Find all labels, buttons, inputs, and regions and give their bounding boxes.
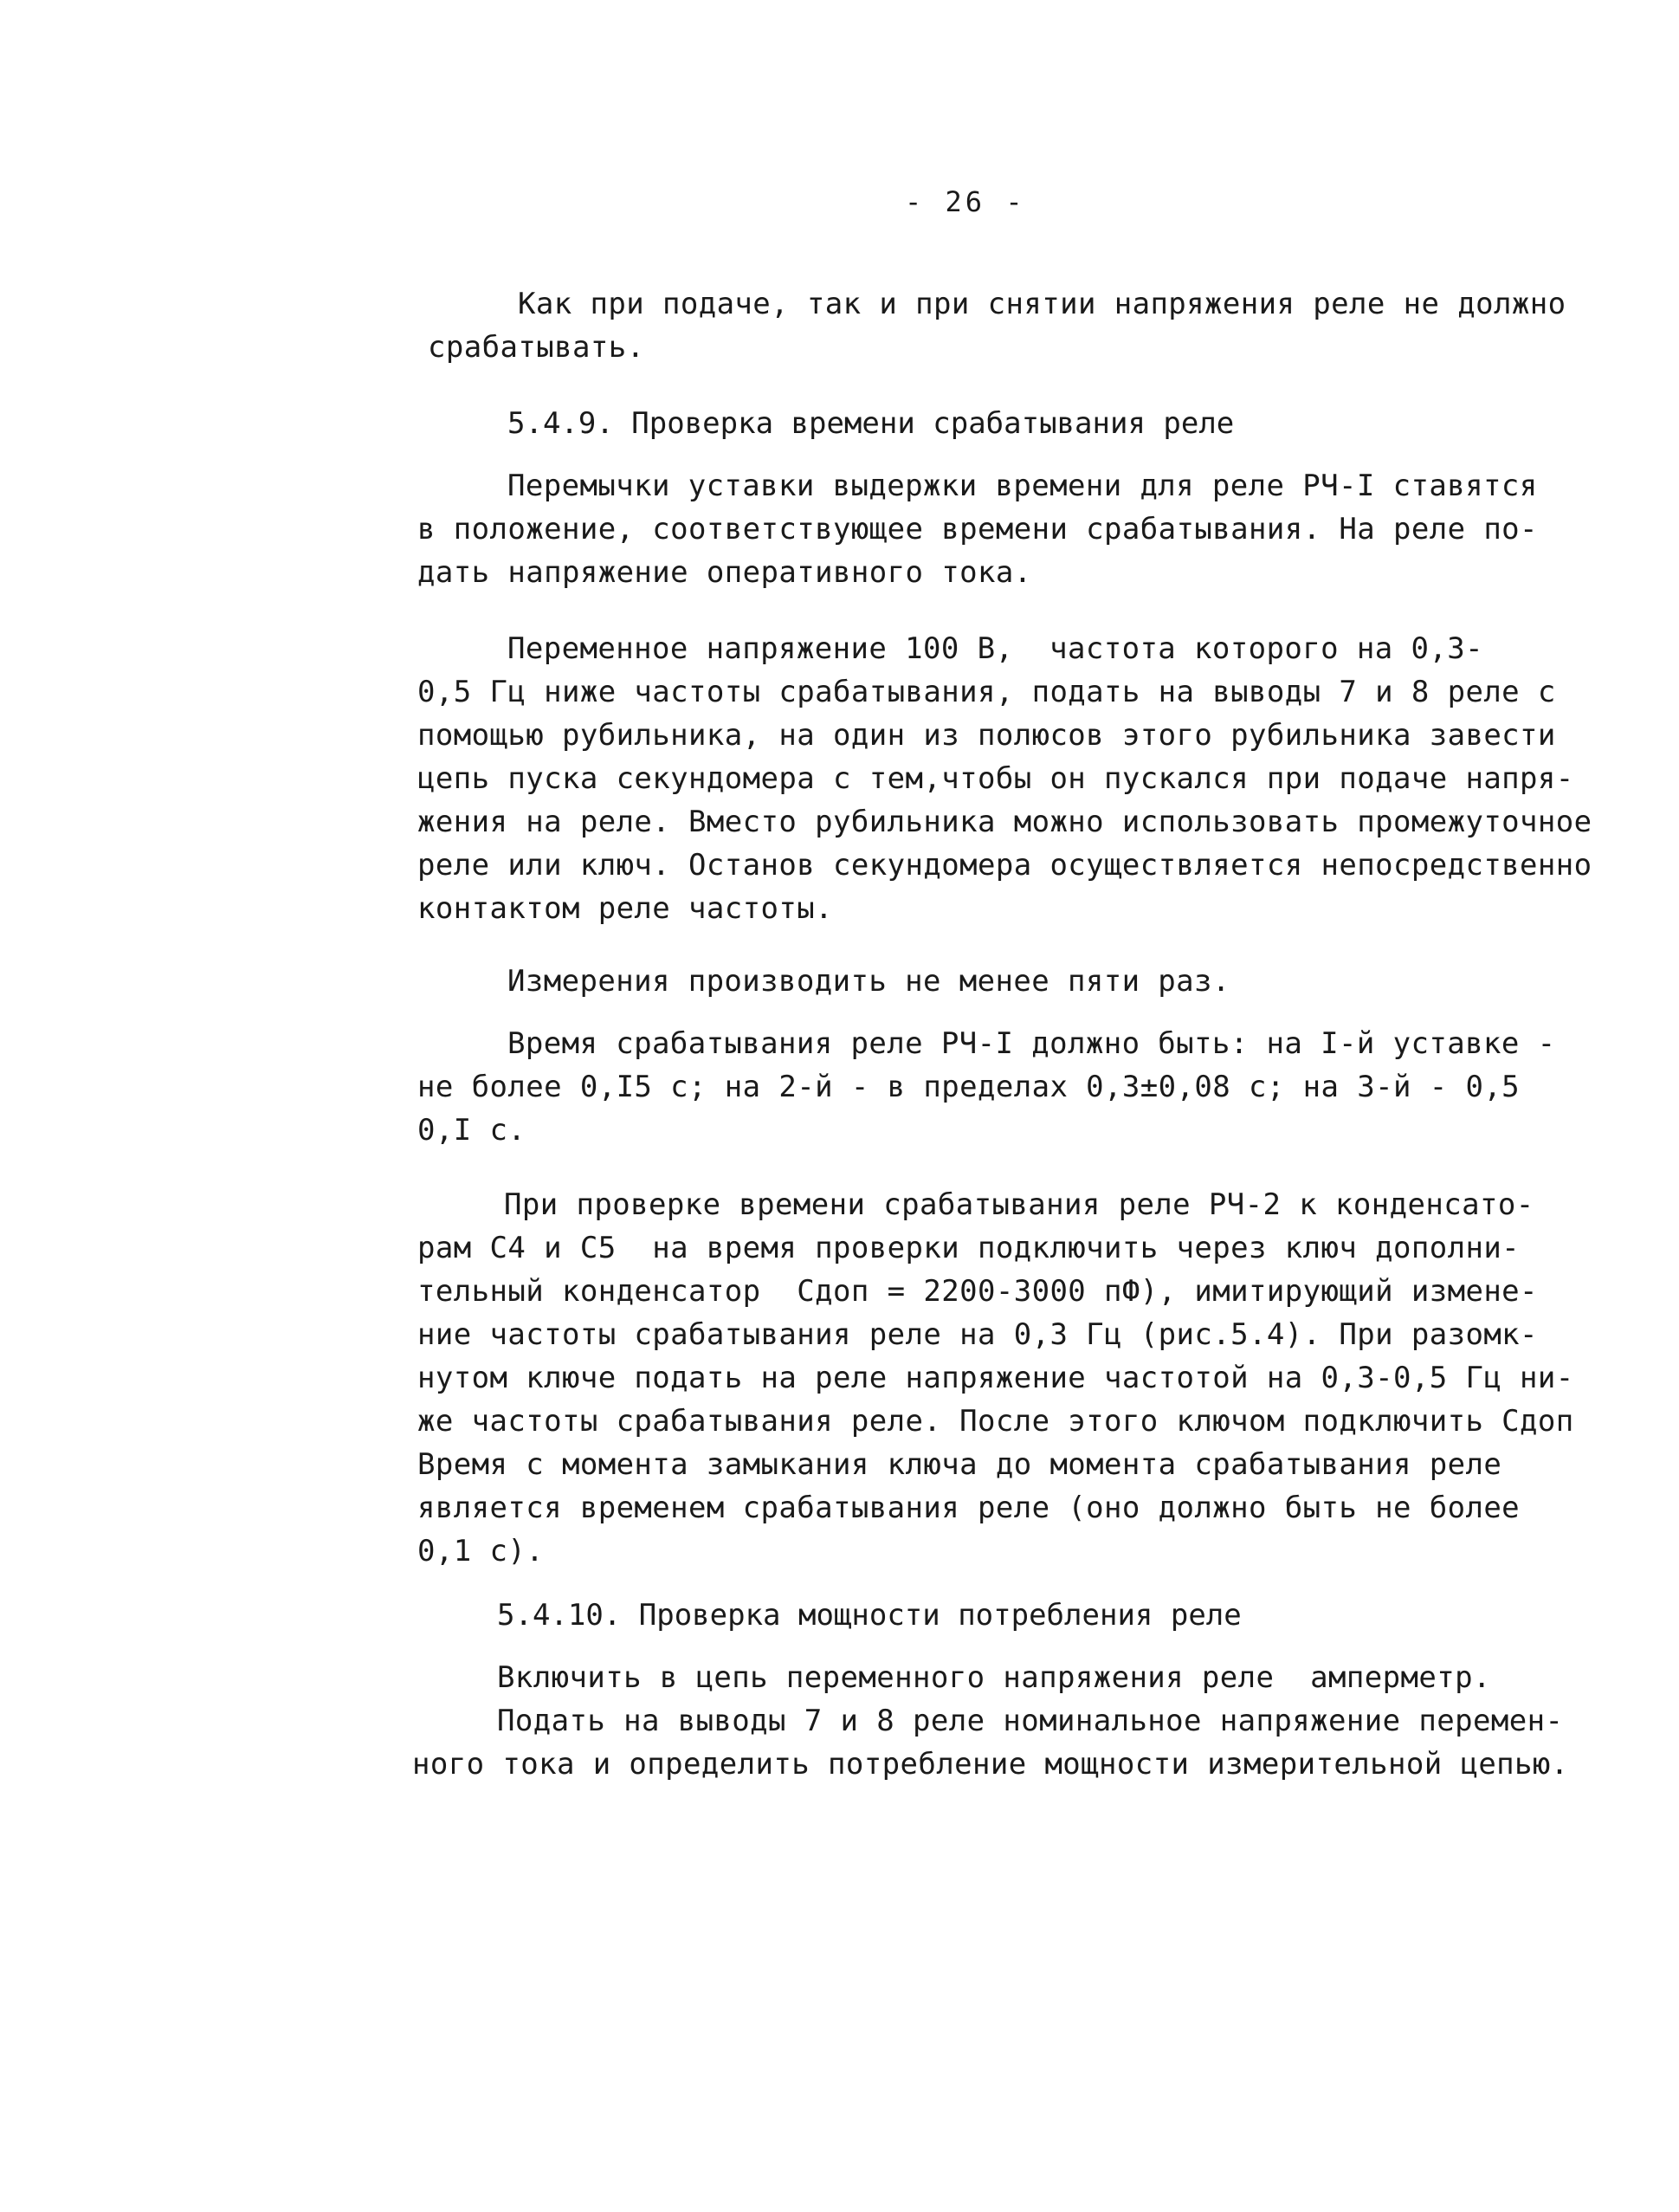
paragraph-line: Переменное напряжение 100 В, частота которого на 0,3- [507, 631, 1483, 666]
paragraph-line: тельный конденсатор Сдоп = 2200-3000 пФ), имитирующий измене- [417, 1274, 1538, 1309]
paragraph-line: является временем срабатывания реле (оно должно быть не более [417, 1491, 1521, 1525]
paragraph-line: срабатывать. [428, 330, 645, 365]
paragraph-line: дать напряжение оперативного тока. [417, 555, 1032, 590]
paragraph-line: нутом ключе подать на реле напряжение частотой на 0,3-0,5 Гц ни- [417, 1361, 1574, 1395]
paragraph-line: ного тока и определить потребление мощности измерительной цепью. [412, 1747, 1569, 1782]
paragraph-line: 0,I с. [417, 1113, 526, 1148]
paragraph-line: реле или ключ. Останов секундомера осуществляется непосредственно [417, 848, 1592, 883]
paragraph-line: цепь пуска секундомера с тем,чтобы он пускался при подаче напря- [417, 761, 1574, 796]
section-heading: 5.4.10. Проверка мощности потребления реле [497, 1598, 1242, 1633]
section-heading: 5.4.9. Проверка времени срабатывания реле [507, 406, 1235, 441]
paragraph-line: Время срабатывания реле РЧ-I должно быть: на I-й уставке - [507, 1026, 1556, 1061]
paragraph-line: 0,5 Гц ниже частоты срабатывания, подать на выводы 7 и 8 реле с [417, 675, 1556, 709]
paragraph-line: ние частоты срабатывания реле на 0,3 Гц (рис.5.4). При разомк- [417, 1317, 1538, 1352]
paragraph-line: Время с момента замыкания ключа до момента срабатывания реле [417, 1447, 1502, 1482]
paragraph-line: Перемычки уставки выдержки времени для реле РЧ-I ставятся [507, 469, 1538, 503]
page-number: - 26 - [905, 185, 1026, 218]
paragraph-line: не более 0,I5 с; на 2-й - в пределах 0,3±0,08 с; на 3-й - 0,5 [417, 1070, 1521, 1104]
paragraph-line: контактом реле частоты. [417, 891, 834, 926]
paragraph-line: жения на реле. Вместо рубильника можно использовать промежуточное [417, 805, 1592, 839]
paragraph-line: 0,1 с). [417, 1534, 545, 1568]
paragraph-line: Подать на выводы 7 и 8 реле номинальное напряжение перемен- [497, 1704, 1564, 1738]
paragraph-line: же частоты срабатывания реле. После этого ключом подключить Сдоп [417, 1404, 1574, 1439]
paragraph-line: Включить в цепь переменного напряжения реле амперметр. [497, 1660, 1491, 1695]
paragraph-line: рам С4 и С5 на время проверки подключить через ключ дополни- [417, 1231, 1521, 1265]
paragraph-line: Измерения производить не менее пяти раз. [507, 964, 1230, 999]
paragraph-line: Как при подаче, так и при снятии напряжения реле не должно [518, 287, 1566, 321]
paragraph-line: При проверке времени срабатывания реле РЧ-2 к конденсато- [504, 1187, 1534, 1222]
paragraph-line: в положение, соответствующее времени срабатывания. На реле по- [417, 512, 1538, 547]
paragraph-line: помощью рубильника, на один из полюсов этого рубильника завести [417, 718, 1556, 753]
